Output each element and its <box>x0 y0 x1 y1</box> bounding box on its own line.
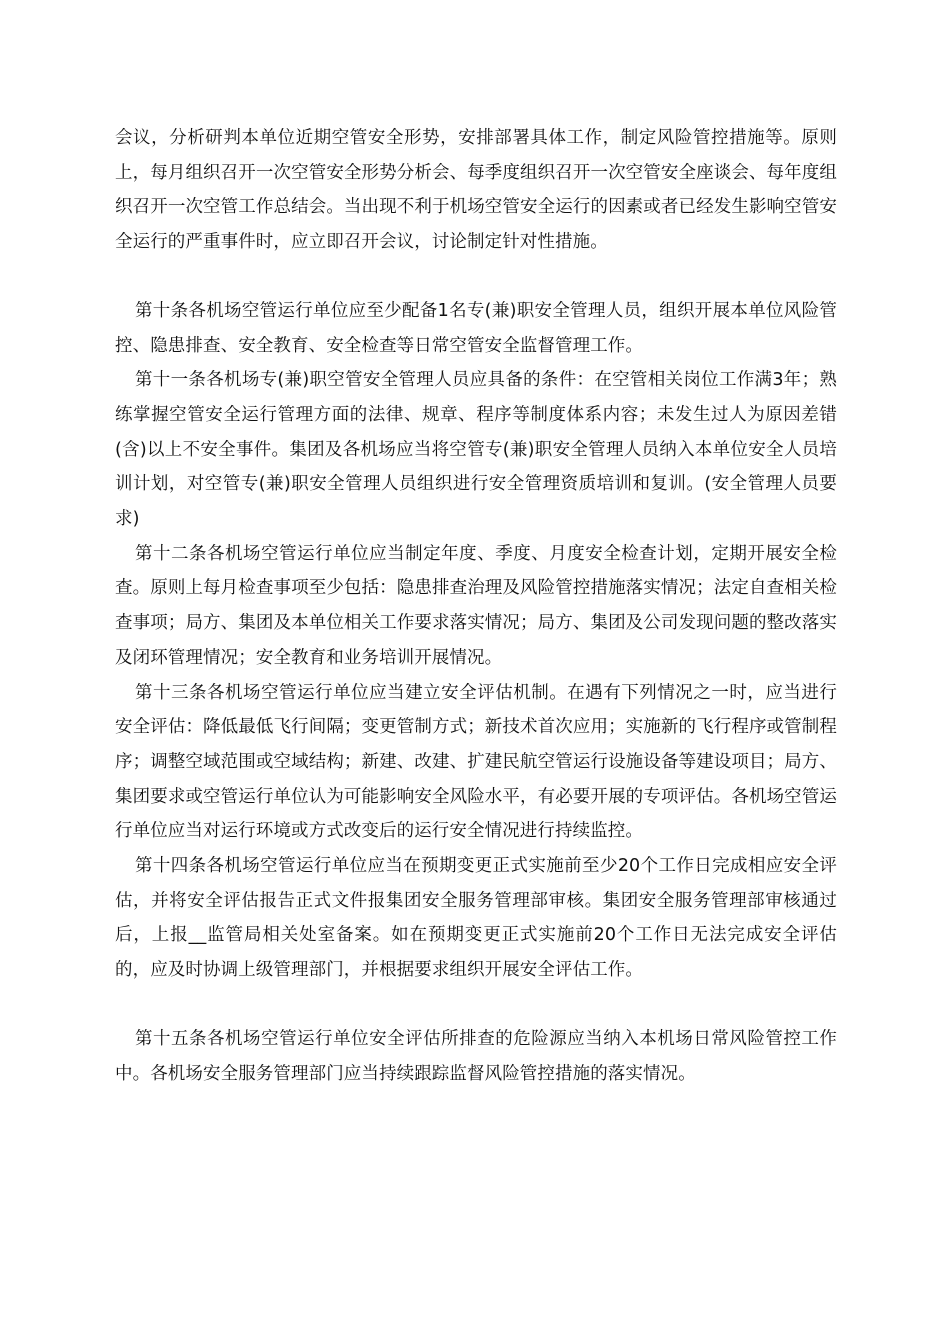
paragraph-gap <box>115 260 837 294</box>
paragraph-gap <box>115 988 837 1022</box>
article-10: 第十条各机场空管运行单位应至少配备1名专(兼)职安全管理人员，组织开展本单位风险管控、隐患排查、安全教育、安全检查等日常空管安全监督管理工作。 <box>115 300 837 356</box>
article-13: 第十三条各机场空管运行单位应当建立安全评估机制。在遇有下列情况之一时，应当进行安全评估：降低最低飞行间隔；变更管制方式；新技术首次应用；实施新的飞行程序或管制程序；调整空域范围或空域结构；新建、改建、扩建民航空管运行设施设备等建设项目；局方、集团要求或空管运行单位认为可能影响安全风险水平，有必要开展的专项评估。各机场空管运行单位应当对运行环境或方式改变后的运行安全情况进行持续监控。 <box>115 682 837 842</box>
article-14: 第十四条各机场空管运行单位应当在预期变更正式实施前至少20个工作日完成相应安全评估，并将安全评估报告正式文件报集团安全服务管理部审核。集团安全服务管理部审核通过后，上报__监管局相关处室备案。如在预期变更正式实施前20个工作日无法完成安全评估的，应及时协调上级管理部门，并根据要求组织开展安全评估工作。 <box>115 856 837 981</box>
article-11: 第十一条各机场专(兼)职空管安全管理人员应具备的条件：在空管相关岗位工作满3年；熟练掌握空管安全运行管理方面的法律、规章、程序等制度体系内容；未发生过人为原因差错(含)以上不安全事件。集团及各机场应当将空管专(兼)职安全管理人员纳入本单位安全人员培训计划，对空管专(兼)职安全管理人员组织进行安全管理资质培训和复训。(安全管理人员要求) <box>115 370 837 530</box>
article-12: 第十二条各机场空管运行单位应当制定年度、季度、月度安全检查计划，定期开展安全检查。原则上每月检查事项至少包括：隐患排查治理及风险管控措施落实情况；法定自查相关检查事项；局方、集团及本单位相关工作要求落实情况；局方、集团及公司发现问题的整改落实及闭环管理情况；安全教育和业务培训开展情况。 <box>115 543 837 668</box>
paragraph-meeting-continuation: 会议，分析研判本单位近期空管安全形势，安排部署具体工作，制定风险管控措施等。原则上，每月组织召开一次空管安全形势分析会、每季度组织召开一次空管安全座谈会、每年度组织召开一次空管工作总结会。当出现不利于机场空管安全运行的因素或者已经发生影响空管安全运行的严重事件时，应立即召开会议，讨论制定针对性措施。 <box>115 128 837 253</box>
article-15: 第十五条各机场空管运行单位安全评估所排查的危险源应当纳入本机场日常风险管控工作中。各机场安全服务管理部门应当持续跟踪监督风险管控措施的落实情况。 <box>115 1028 837 1084</box>
document-body <box>115 121 837 1091</box>
